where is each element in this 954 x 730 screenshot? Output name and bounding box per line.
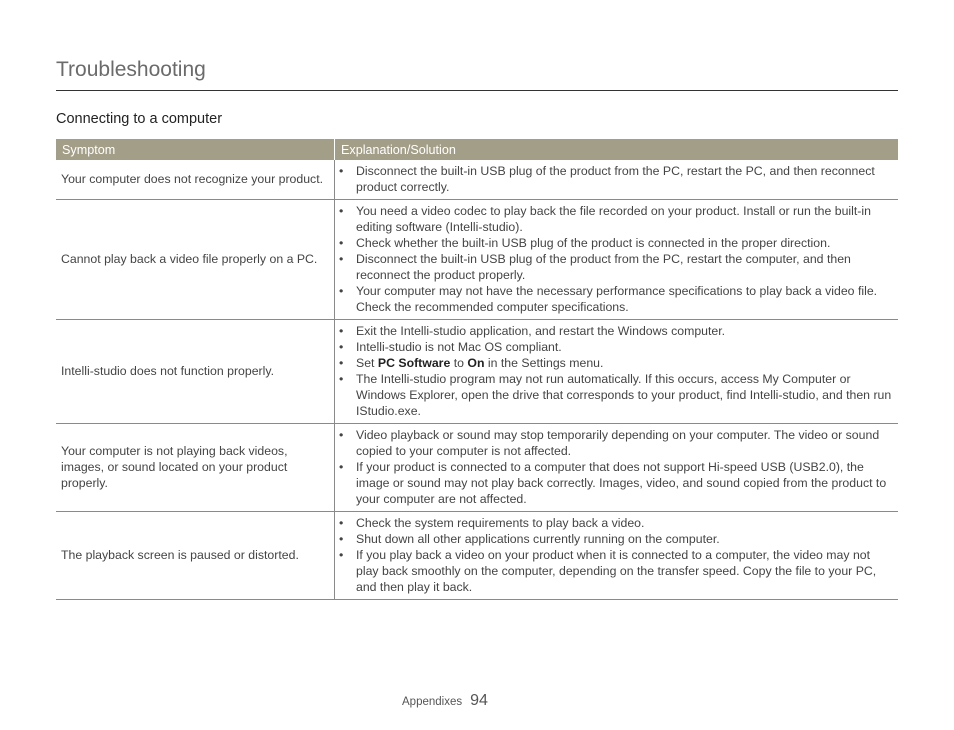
symptom-cell: Cannot play back a video file properly on a PC. (56, 200, 335, 320)
solution-item: • Check the system requirements to play back a video. (339, 515, 893, 531)
solution-list (339, 515, 893, 595)
symptom-cell: Your computer does not recognize your product. (56, 160, 335, 200)
solution-item: • If your product is connected to a computer that does not support Hi-speed USB (USB2.0), the image or sound may not play back correctly. Images, video, and sound copied from the product to your computer are not affected. (339, 459, 893, 507)
solution-item: • If you play back a video on your product when it is connected to a computer, the video may not play back smoothly on the computer, depending on the transfer speed. Copy the file to your PC, and then play it back. (339, 547, 893, 595)
solution-item: • Intelli-studio is not Mac OS compliant. (339, 339, 893, 355)
table-header-row (56, 139, 898, 160)
setting-name: PC Software (377, 356, 451, 370)
setting-value: On (467, 356, 485, 370)
table-row (56, 160, 898, 200)
text: to (450, 356, 468, 370)
solution-item: • The Intelli-studio program may not run automatically. If this occurs, access My Computer or Windows Explorer, open the drive that corresponds to your product, find Intelli-studio, and then run IStudio.exe. (339, 371, 893, 419)
solution-item (339, 355, 893, 371)
solution-item: • You need a video codec to play back the file recorded on your product. Install or run the built-in editing software (Intelli-studio). (339, 203, 893, 235)
page-title: Troubleshooting (56, 58, 206, 81)
text: in the Settings menu. (484, 356, 604, 370)
symptom-cell: The playback screen is paused or distorted. (56, 512, 335, 600)
solution-cell (335, 200, 899, 320)
table-row (56, 320, 898, 424)
solution-list (339, 323, 893, 419)
page-footer (402, 692, 488, 710)
table-row (56, 200, 898, 320)
column-header-solution: Explanation/Solution (335, 139, 899, 160)
table-row (56, 424, 898, 512)
solution-list (339, 203, 893, 315)
symptom-cell: Intelli-studio does not function properly. (56, 320, 335, 424)
solution-item: • Check whether the built-in USB plug of the product is connected in the proper direction. (339, 235, 893, 251)
solution-list (339, 163, 893, 195)
column-header-symptom: Symptom (56, 139, 335, 160)
symptom-cell: Your computer is not playing back videos, images, or sound located on your product properly. (56, 424, 335, 512)
solution-list (339, 427, 893, 507)
page-number: 94 (470, 692, 488, 709)
solution-cell (335, 512, 899, 600)
solution-item: • Your computer may not have the necessary performance specifications to play back a video file. Check the recommended computer specifications. (339, 283, 893, 315)
solution-item: • Shut down all other applications currently running on the computer. (339, 531, 893, 547)
solution-item: • Disconnect the built-in USB plug of the product from the PC, restart the computer, and then reconnect the product properly. (339, 251, 893, 283)
text: Set (356, 356, 378, 370)
solution-item: • Exit the Intelli-studio application, and restart the Windows computer. (339, 323, 893, 339)
title-divider (56, 90, 898, 91)
solution-item: • Video playback or sound may stop temporarily depending on your computer. The video or sound copied to your computer is not affected. (339, 427, 893, 459)
solution-item: • Disconnect the built-in USB plug of the product from the PC, restart the PC, and then reconnect product correctly. (339, 163, 893, 195)
solution-cell (335, 320, 899, 424)
solution-cell (335, 424, 899, 512)
footer-section-label: Appendixes (402, 696, 463, 708)
table-row (56, 512, 898, 600)
solution-cell (335, 160, 899, 200)
section-heading: Connecting to a computer (56, 111, 223, 127)
troubleshooting-table (56, 139, 898, 600)
